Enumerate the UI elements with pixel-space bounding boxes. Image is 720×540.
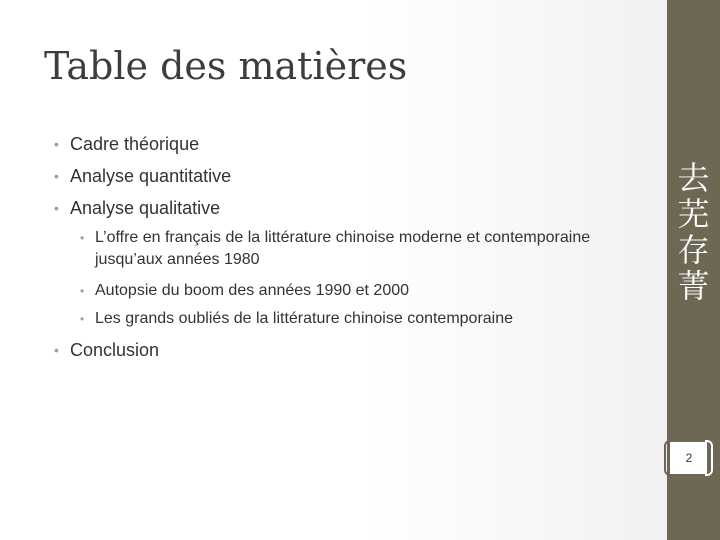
motto-char-2: 芜 bbox=[677, 195, 710, 233]
motto-char-1: 去 bbox=[677, 159, 710, 197]
motto-char-3: 存 bbox=[677, 231, 710, 269]
toc-item-qualitative: • Analyse qualitative bbox=[70, 197, 220, 219]
toc-subitem-oublies: • Les grands oubliés de la littérature chinoise contemporaine bbox=[95, 308, 595, 330]
toc-item-conclusion: • Conclusion bbox=[70, 339, 159, 361]
page-title: Table des matières bbox=[44, 44, 408, 88]
toc-subitem-autopsie: • Autopsie du boom des années 1990 et 2000 bbox=[95, 280, 595, 302]
toc-item-cadre: • Cadre théorique bbox=[70, 133, 199, 155]
toc-item-quantitative: • Analyse quantitative bbox=[70, 165, 231, 187]
sidebar-chinese-motto bbox=[667, 160, 720, 304]
toc-subitem-offre: • L’offre en français de la littérature chinoise moderne et contemporaine jusqu’aux années 1980 bbox=[95, 227, 595, 271]
motto-char-4: 菁 bbox=[677, 267, 710, 305]
page-number: 2 bbox=[685, 451, 693, 465]
